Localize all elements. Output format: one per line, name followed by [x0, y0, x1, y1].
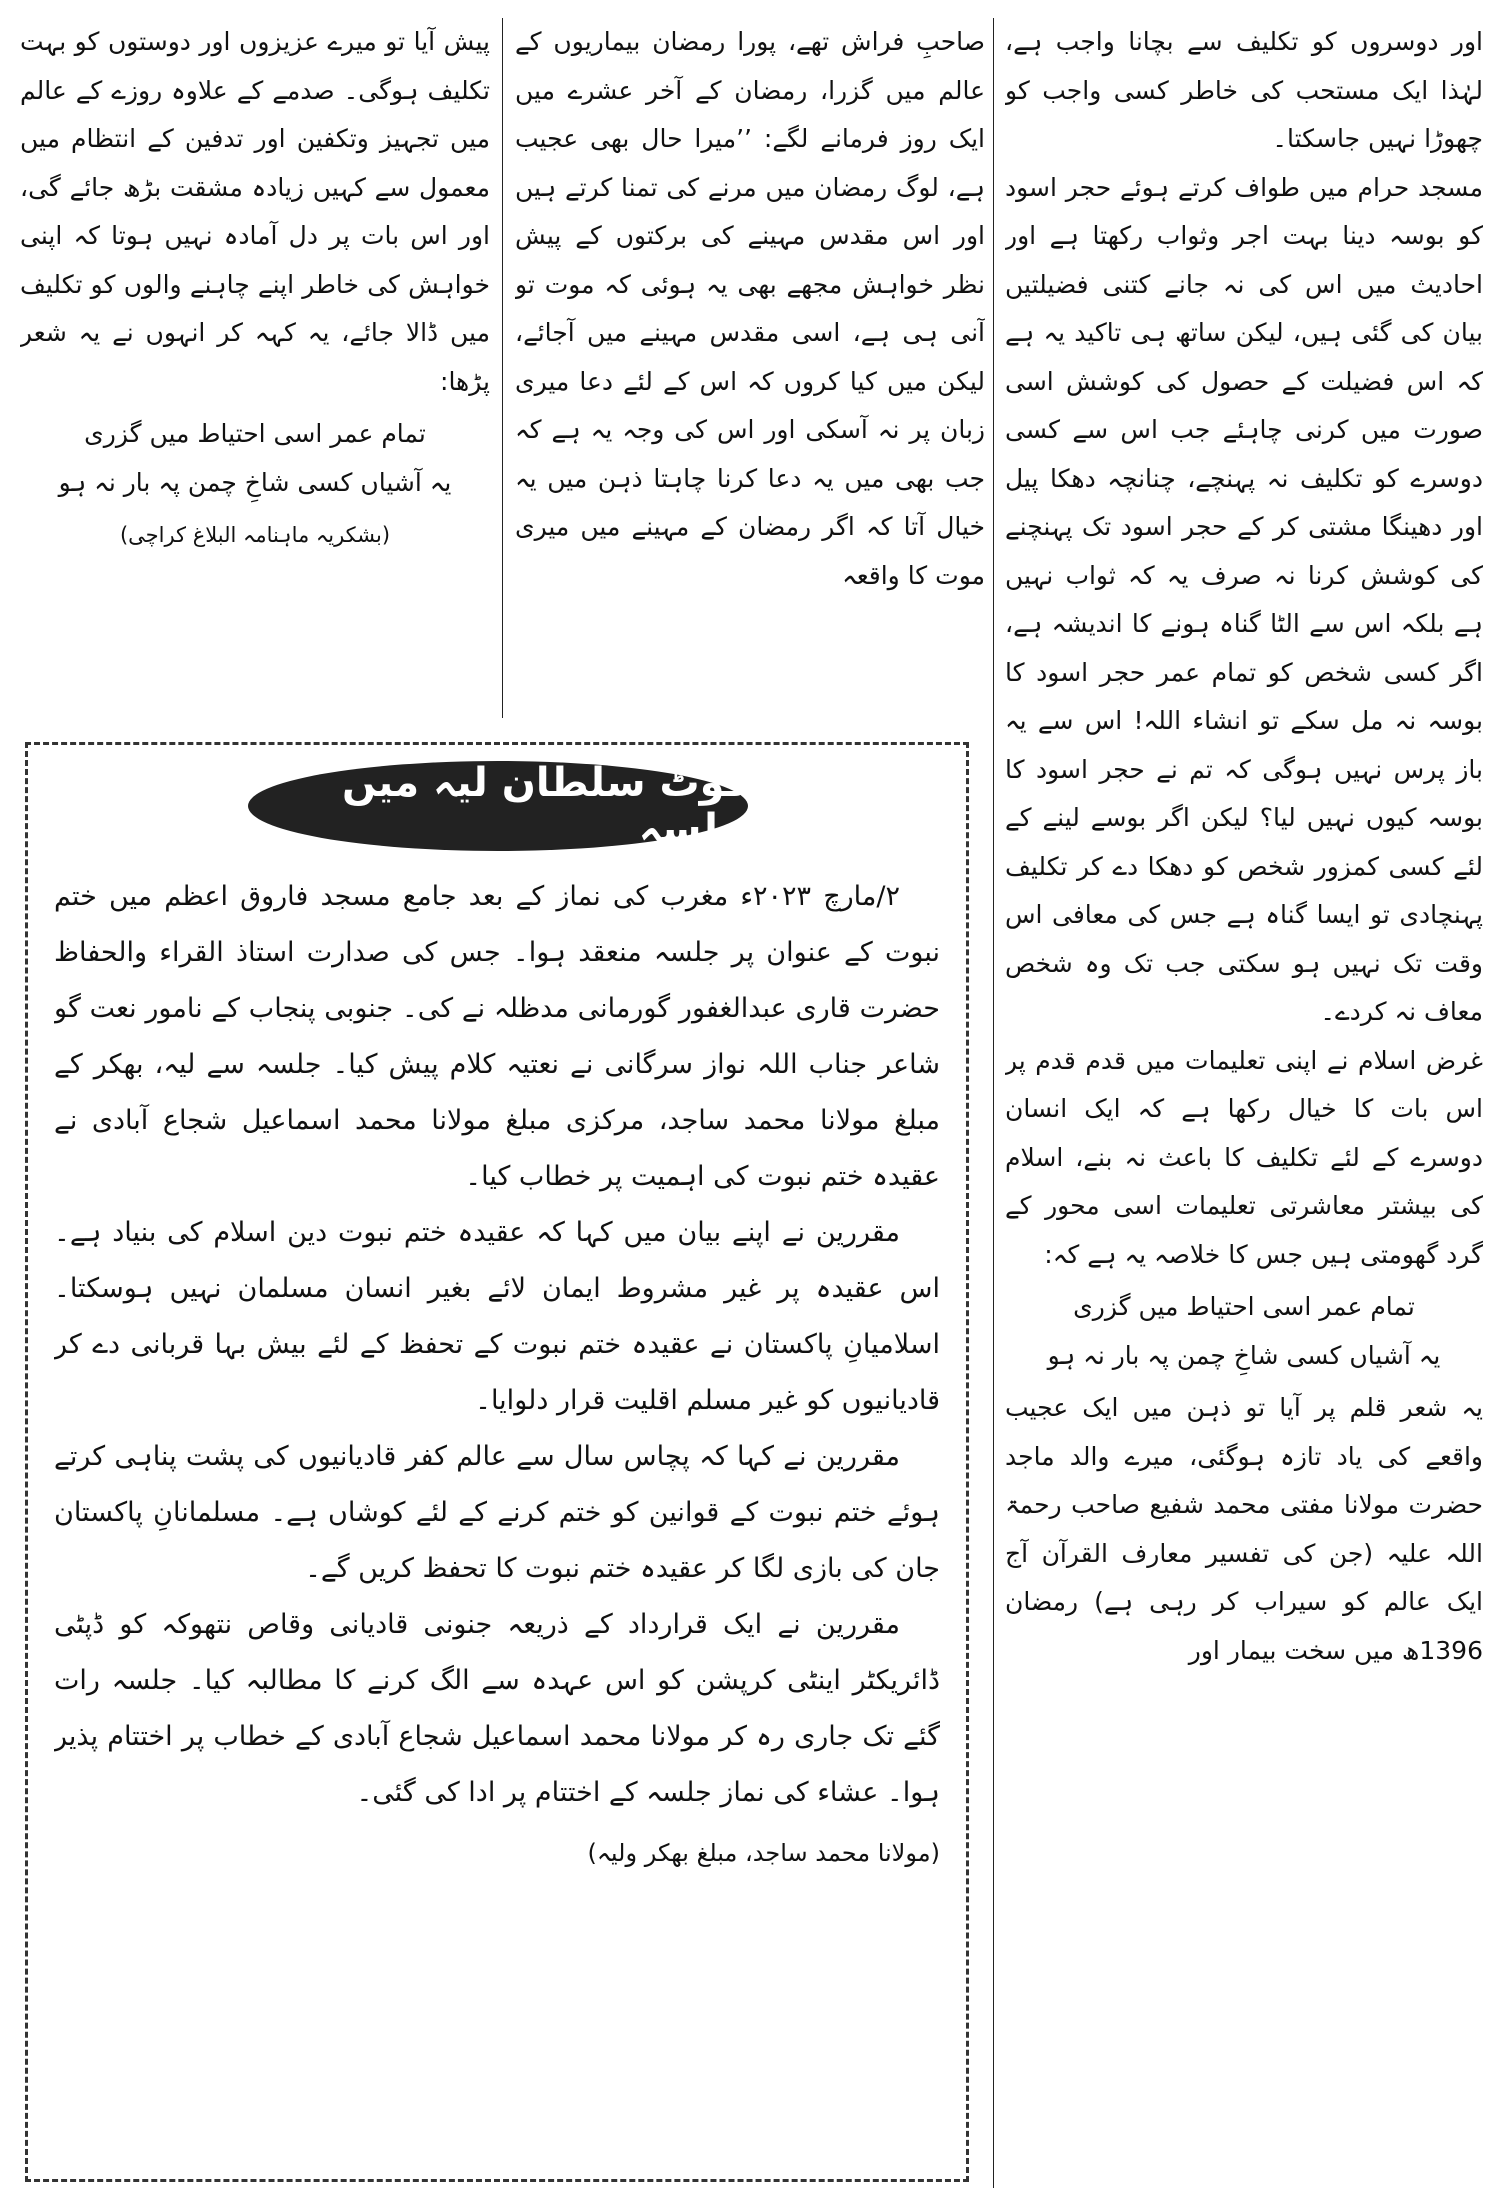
column-divider-left: [502, 18, 503, 718]
news-paragraph-1: ۲/مارچ ۲۰۲۳ء مغرب کی نماز کے بعد جامع مسجد فاروق اعظم میں ختم نبوت کے عنوان پر جلسہ منعقد ہوا۔ جس کی صدارت استاذ القراء والحفاظ حضرت قاری عبدالغفور گورمانی مدظلہ نے کی۔ جنوبی پنجاب کے نامور نعت گو شاعر جناب اللہ نواز سرگانی نے نعتیہ کلام پیش کیا۔ جلسہ سے لیہ، بھکر کے مبلغ مولانا محمد ساجد، مرکزی مبلغ مولانا محمد اسماعیل شجاع آبادی نے عقیدہ ختم نبوت کی اہمیت پر خطاب کیا۔: [54, 881, 940, 1192]
right-paragraph-3: غرض اسلام نے اپنی تعلیمات میں قدم قدم پر اس بات کا خیال رکھا ہے کہ ایک انسان دوسرے کے لئے تکلیف کا باعث نہ بنے، اسلام کی بیشتر معاشرتی تعلیمات اسی محور کے گرد گھومتی ہیں جس کا خلاصہ یہ ہے کہ:: [1005, 1045, 1483, 1269]
middle-paragraph-1: صاحبِ فراش تھے، پورا رمضان بیماریوں کے عالم میں گزرا، رمضان کے آخر عشرے میں ایک روز فرمانے لگے: ’’میرا حال بھی عجیب ہے، لوگ رمضان میں مرنے کی تمنا کرتے ہیں اور اس مقدس مہینے کی برکتوں کے پیش نظر خواہش مجھے بھی یہ ہوئی کہ موت تو آنی ہی ہے، اسی مقدس مہینے میں آجائے، لیکن میں کیا کروں کہ اس کے لئے دعا میری زبان پر نہ آسکی اور اس کی وجہ یہ ہے کہ جب بھی میں یہ دعا کرنا چاہتا ذہن میں یہ خیال آتا کہ اگر رمضان کے مہینے میں میری موت کا واقعہ: [515, 27, 985, 590]
left-paragraph-1: پیش آیا تو میرے عزیزوں اور دوستوں کو بہت تکلیف ہوگی۔ صدمے کے علاوہ روزے کے عالم میں تجہیز وتکفین اور تدفین کے انتظام میں معمول سے کہیں زیادہ مشقت بڑھ جائے گی، اور اس بات پر دل آمادہ نہیں ہوتا کہ اپنی خواہش کی خاطر اپنے چاہنے والوں کو تکلیف میں ڈالا جائے، یہ کہہ کر انہوں نے یہ شعر پڑھا:: [20, 27, 490, 396]
news-box-title: کوٹ سلطان لیہ میں جلسہ: [248, 761, 748, 851]
news-box: [25, 742, 969, 2182]
left-verse-line-1: تمام عمر اسی احتیاط میں گزری: [84, 419, 426, 448]
right-verse-line-2: یہ آشیاں کسی شاخِ چمن پہ بار نہ ہو: [1047, 1340, 1441, 1370]
left-attribution: (بشکریہ ماہنامہ البلاغ کراچی): [119, 523, 391, 547]
right-column: [1005, 18, 1483, 2188]
left-verse: [20, 406, 490, 511]
right-paragraph-4: یہ شعر قلم پر آیا تو ذہن میں ایک عجیب واقعے کی یاد تازہ ہوگئی، میرے والد ماجد حضرت مولانا مفتی محمد شفیع صاحب رحمۃ اللہ علیہ (جن کی تفسیر معارف القرآن آج ایک عالم کو سیراب کر رہی ہے) رمضان 1396ھ میں سخت بیمار اور: [1005, 1393, 1483, 1665]
right-paragraph-1: اور دوسروں کو تکلیف سے بچانا واجب ہے، لہٰذا ایک مستحب کی خاطر کسی واجب کو چھوڑا نہیں جاسکتا۔: [1005, 27, 1483, 153]
left-verse-line-2: یہ آشیاں کسی شاخِ چمن پہ بار نہ ہو: [58, 467, 452, 497]
middle-column: [515, 18, 985, 718]
right-paragraph-2: مسجد حرام میں طواف کرتے ہوئے حجر اسود کو بوسہ دینا بہت اجر وثواب رکھتا ہے اور احادیث میں اس کی نہ جانے کتنی فضیلتیں بیان کی گئی ہیں، لیکن ساتھ ہی تاکید یہ ہے کہ اس فضیلت کے حصول کی کوشش اسی صورت میں کرنی چاہئے جب اس سے کسی دوسرے کو تکلیف نہ پہنچے، چنانچہ دھکا پیل اور دھینگا مشتی کر کے حجر اسود تک پہنچنے کی کوشش کرنا نہ صرف یہ کہ ثواب نہیں ہے بلکہ اس سے الٹا گناہ ہونے کا اندیشہ ہے، اگر کسی شخص کو تمام عمر حجر اسود کا بوسہ نہ مل سکے تو انشاء اللہ! اس سے یہ باز پرس نہیں ہوگی کہ تم نے حجر اسود کا بوسہ کیوں نہیں لیا؟ لیکن اگر بوسے لینے کے لئے کسی کمزور شخص کو دھکا دے کر تکلیف پہنچادی تو ایسا گناہ ہے جس کی معافی اس وقت تک نہیں ہو سکتی جب تک وہ شخص معاف نہ کردے۔: [1005, 172, 1483, 1026]
news-signature: (مولانا محمد ساجد، مبلغ بھکر ولیہ): [587, 1839, 940, 1867]
left-column: [20, 18, 490, 718]
news-paragraph-4: مقررین نے ایک قرارداد کے ذریعہ جنونی قادیانی وقاص نتھوکہ کو ڈپٹی ڈائریکٹر اینٹی کرپشن کو اس عہدہ سے الگ کرنے کا مطالبہ کیا۔ جلسہ رات گئے تک جاری رہ کر مولانا محمد اسماعیل شجاع آبادی کے خطاب پر اختتام پذیر ہوا۔ عشاء کی نماز جلسہ کے اختتام پر ادا کی گئی۔: [54, 1609, 940, 1808]
news-paragraph-2: مقررین نے اپنے بیان میں کہا کہ عقیدہ ختم نبوت دین اسلام کی بنیاد ہے۔ اس عقیدہ پر غیر مشروط ایمان لائے بغیر انسان مسلمان نہیں ہوسکتا۔ اسلامیانِ پاکستان نے عقیدہ ختم نبوت کے تحفظ کے لئے بیش بہا قربانی دے کر قادیانیوں کو غیر مسلم اقلیت قرار دلوایا۔: [54, 1217, 940, 1416]
news-paragraph-3: مقررین نے کہا کہ پچاس سال سے عالم کفر قادیانیوں کی پشت پناہی کرتے ہوئے ختم نبوت کے قوانین کو ختم کرنے کے لئے کوشاں ہے۔ مسلمانانِ پاکستان جان کی بازی لگا کر عقیدہ ختم نبوت کا تحفظ کریں گے۔: [54, 1441, 940, 1584]
right-verse-line-1: تمام عمر اسی احتیاط میں گزری: [1073, 1292, 1415, 1321]
news-box-body: [54, 869, 940, 2169]
right-verse: [1005, 1279, 1483, 1384]
column-divider-right: [993, 18, 994, 2188]
